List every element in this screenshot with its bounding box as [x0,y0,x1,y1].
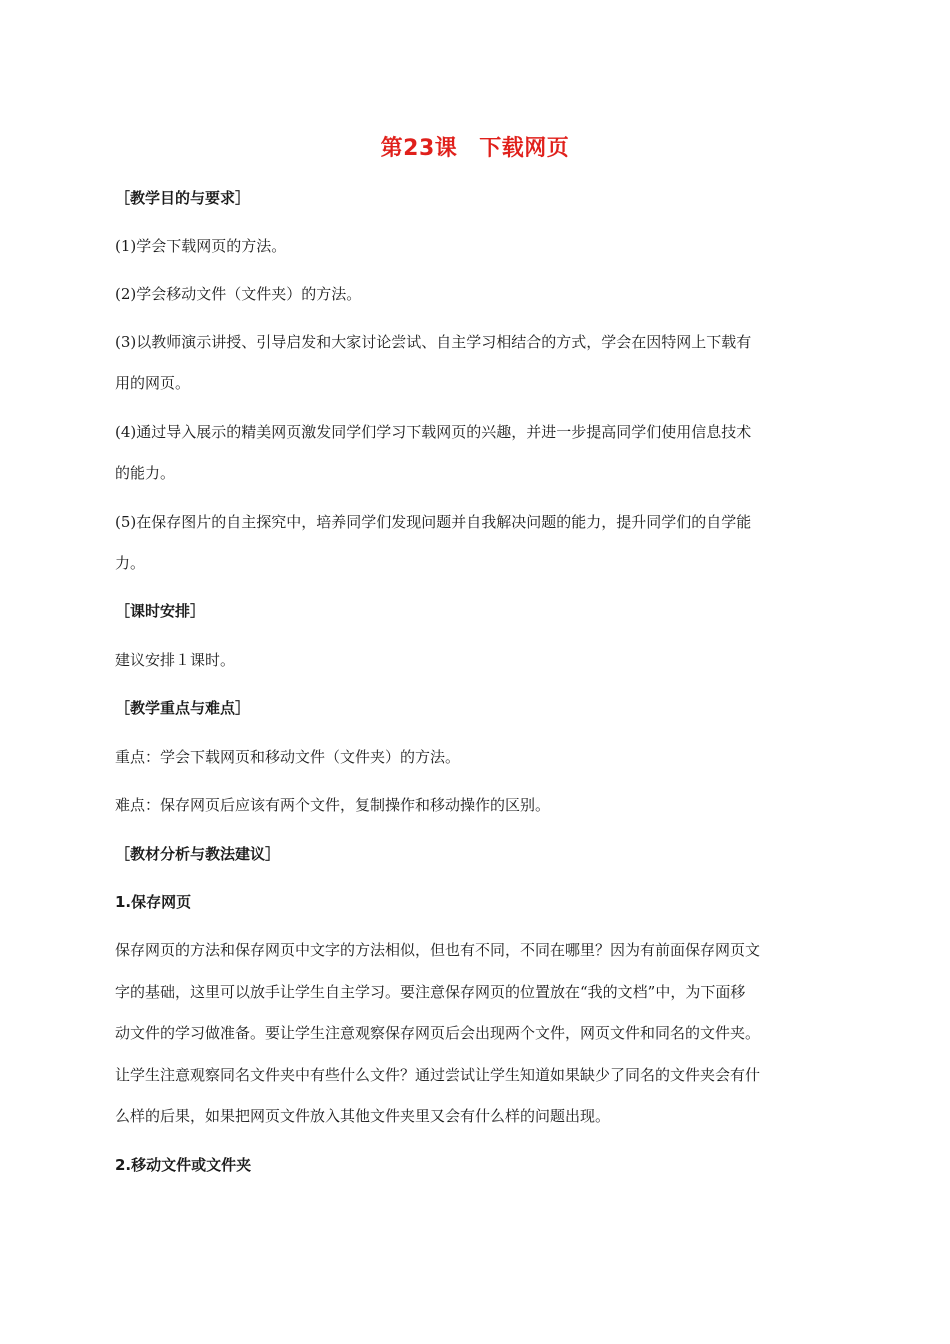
subsection-1-heading: 1.保存网页 [115,893,192,911]
goals-heading: ［教学目的与要求］ [115,189,251,207]
schedule-text: 建议安排１课时。 [115,651,236,669]
focus-heading: ［教学重点与难点］ [115,699,251,717]
lesson-name: 下载网页 [479,136,570,161]
lesson-title [0,133,950,165]
subsection-2-heading: 2.移动文件或文件夹 [115,1156,252,1174]
goal-5-line-2: 力。 [115,554,146,572]
focus-difficult-point: 难点：保存网页后应该有两个文件，复制操作和移动操作的区别。 [115,796,551,814]
goal-3-line-1: (3)以教师演示讲授、引导启发和大家讨论尝试、自主学习相结合的方式，学会在因特网上下载有 [115,333,752,351]
goal-1: (1)学会下载网页的方法。 [115,237,287,255]
subsection-1-line-4: 让学生注意观察同名文件夹中有些什么文件？通过尝试让学生知道如果缺少了同名的文件夹会有什 [115,1066,761,1084]
goal-4-line-1: (4)通过导入展示的精美网页激发同学们学习下载网页的兴趣，并进一步提高同学们使用信息技术 [115,423,752,441]
goal-2: (2)学会移动文件（文件夹）的方法。 [115,285,362,303]
focus-key-point: 重点：学会下载网页和移动文件（文件夹）的方法。 [115,748,461,766]
goal-3-line-2: 用的网页。 [115,374,191,392]
goal-5-line-1: (5)在保存图片的自主探究中，培养同学们发现问题并自我解决问题的能力，提升同学们的自学能 [115,513,752,531]
subsection-1-line-3: 动文件的学习做准备。要让学生注意观察保存网页后会出现两个文件，网页文件和同名的文件夹。 [115,1024,761,1042]
lesson-number: 第23课 [380,136,458,161]
schedule-heading: ［课时安排］ [115,602,206,620]
subsection-1-line-1: 保存网页的方法和保存网页中文字的方法相似，但也有不同，不同在哪里？因为有前面保存网页文 [115,941,761,959]
subsection-1-line-5: 么样的后果，如果把网页文件放入其他文件夹里又会有什么样的问题出现。 [115,1107,611,1125]
analysis-heading: ［教材分析与教法建议］ [115,845,281,863]
goal-4-line-2: 的能力。 [115,464,176,482]
subsection-1-line-2: 字的基础，这里可以放手让学生自主学习。要注意保存网页的位置放在“我的文档”中，为下面移 [115,983,746,1001]
